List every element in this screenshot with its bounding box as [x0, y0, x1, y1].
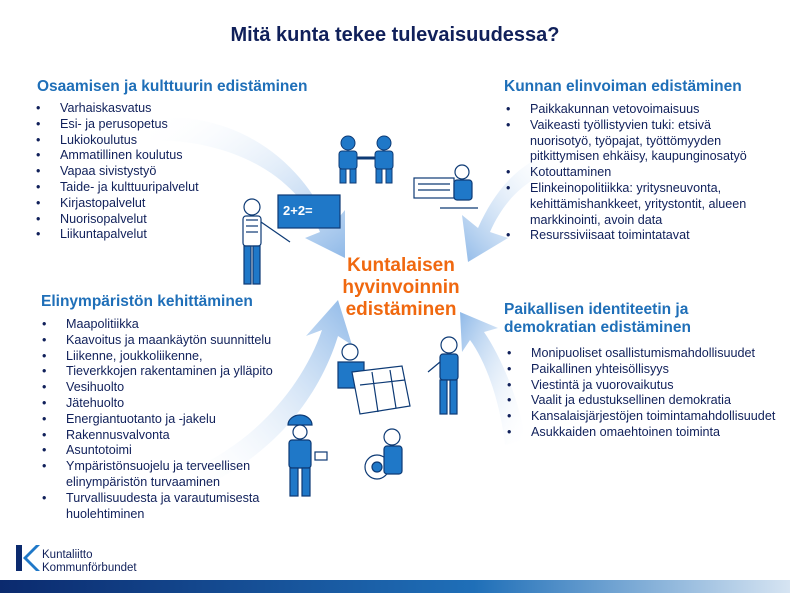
driver-icon — [365, 429, 402, 479]
list-item: • Kotouttaminen — [505, 165, 775, 181]
desk-worker-icon — [414, 165, 478, 208]
list-item: • Energiantuotanto ja -jakelu — [41, 412, 291, 428]
kuntaliitto-logo-icon — [14, 543, 40, 573]
list-item: • Tieverkkojen rakentaminen ja ylläpito — [41, 364, 291, 380]
list-item: • Ammatillinen koulutus — [35, 148, 275, 164]
list-item: • Varhaiskasvatus — [35, 101, 275, 117]
list-item: • Kansalaisjärjestöjen toimintamahdollisuudet — [506, 409, 776, 425]
page-title: Mitä kunta tekee tulevaisuudessa? — [230, 24, 560, 46]
list-item: • Monipuoliset osallistumismahdollisuudet — [506, 346, 776, 362]
list-item: • Nuorisopalvelut — [35, 212, 275, 228]
list-item: • Kirjastopalvelut — [35, 196, 275, 212]
list-item: • Rakennusvalvonta — [41, 428, 291, 444]
list-identiteetti — [506, 346, 776, 441]
logo-line-2: Kommunförbundet — [42, 561, 137, 574]
list-osaaminen — [35, 101, 275, 243]
children-icon — [339, 136, 393, 183]
list-item: • Asuntotoimi — [41, 443, 291, 459]
list-item: • Liikuntapalvelut — [35, 227, 275, 243]
center-line: hyvinvoinnin — [342, 277, 460, 298]
list-item: • Turvallisuudesta ja varautumisesta huolehtiminen — [41, 491, 291, 523]
list-elinymparisto — [41, 317, 291, 522]
logo-line-1: Kuntaliitto — [42, 549, 93, 561]
center-line: edistäminen — [345, 299, 457, 320]
list-item: • Vesihuolto — [41, 380, 291, 396]
center-label — [305, 255, 497, 321]
list-item: • Taide- ja kulttuuripalvelut — [35, 180, 275, 196]
list-item: • Esi- ja perusopetus — [35, 117, 275, 133]
planner-map-icon — [338, 344, 410, 414]
list-item: • Ympäristönsuojelu ja terveellisen elinympäristön turvaaminen — [41, 459, 291, 491]
list-item: • Kaavoitus ja maankäytön suunnittelu — [41, 333, 291, 349]
bottom-bar — [0, 580, 790, 593]
logo-text — [42, 549, 137, 574]
list-item: • Resurssiviisaat toimintatavat — [505, 228, 775, 244]
list-item: • Vapaa sivistystyö — [35, 164, 275, 180]
list-item: • Lukiokoulutus — [35, 133, 275, 149]
section-title-identiteetti: Paikallisen identiteetin ja demokratian edistäminen — [504, 301, 691, 336]
blackboard-text: 2+2= — [283, 203, 313, 218]
list-item: • Vaalit ja edustuksellinen demokratia — [506, 393, 776, 409]
list-item: • Paikallinen yhteisöllisyys — [506, 362, 776, 378]
list-item: • Elinkeinopolitiikka: yritysneuvonta, kehittämishankkeet, yritystontit, alueen markkinointi, avoin data — [505, 181, 775, 228]
list-item: • Maapolitiikka — [41, 317, 291, 333]
list-item: • Vaikeasti työllistyvien tuki: etsivä nuorisotyö, työpajat, työttömyyden pitkittymisen ehkäisy, kaupunginosatyö — [505, 118, 775, 165]
list-item: • Liikenne, joukkoliikenne, — [41, 349, 291, 365]
list-elinvoima — [505, 102, 775, 244]
list-item: • Jätehuolto — [41, 396, 291, 412]
section-title-elinvoima: Kunnan elinvoiman edistäminen — [504, 78, 742, 95]
section-title-elinymparisto: Elinympäristön kehittäminen — [41, 293, 253, 310]
section-title-osaaminen: Osaamisen ja kulttuurin edistäminen — [37, 78, 308, 95]
presenter-icon — [428, 337, 458, 414]
center-line: Kuntalaisen — [347, 255, 455, 276]
construction-worker-icon — [288, 415, 327, 496]
list-item: • Viestintä ja vuorovaikutus — [506, 378, 776, 394]
list-item: • Paikkakunnan vetovoimaisuus — [505, 102, 775, 118]
list-item: • Asukkaiden omaehtoinen toiminta — [506, 425, 776, 441]
